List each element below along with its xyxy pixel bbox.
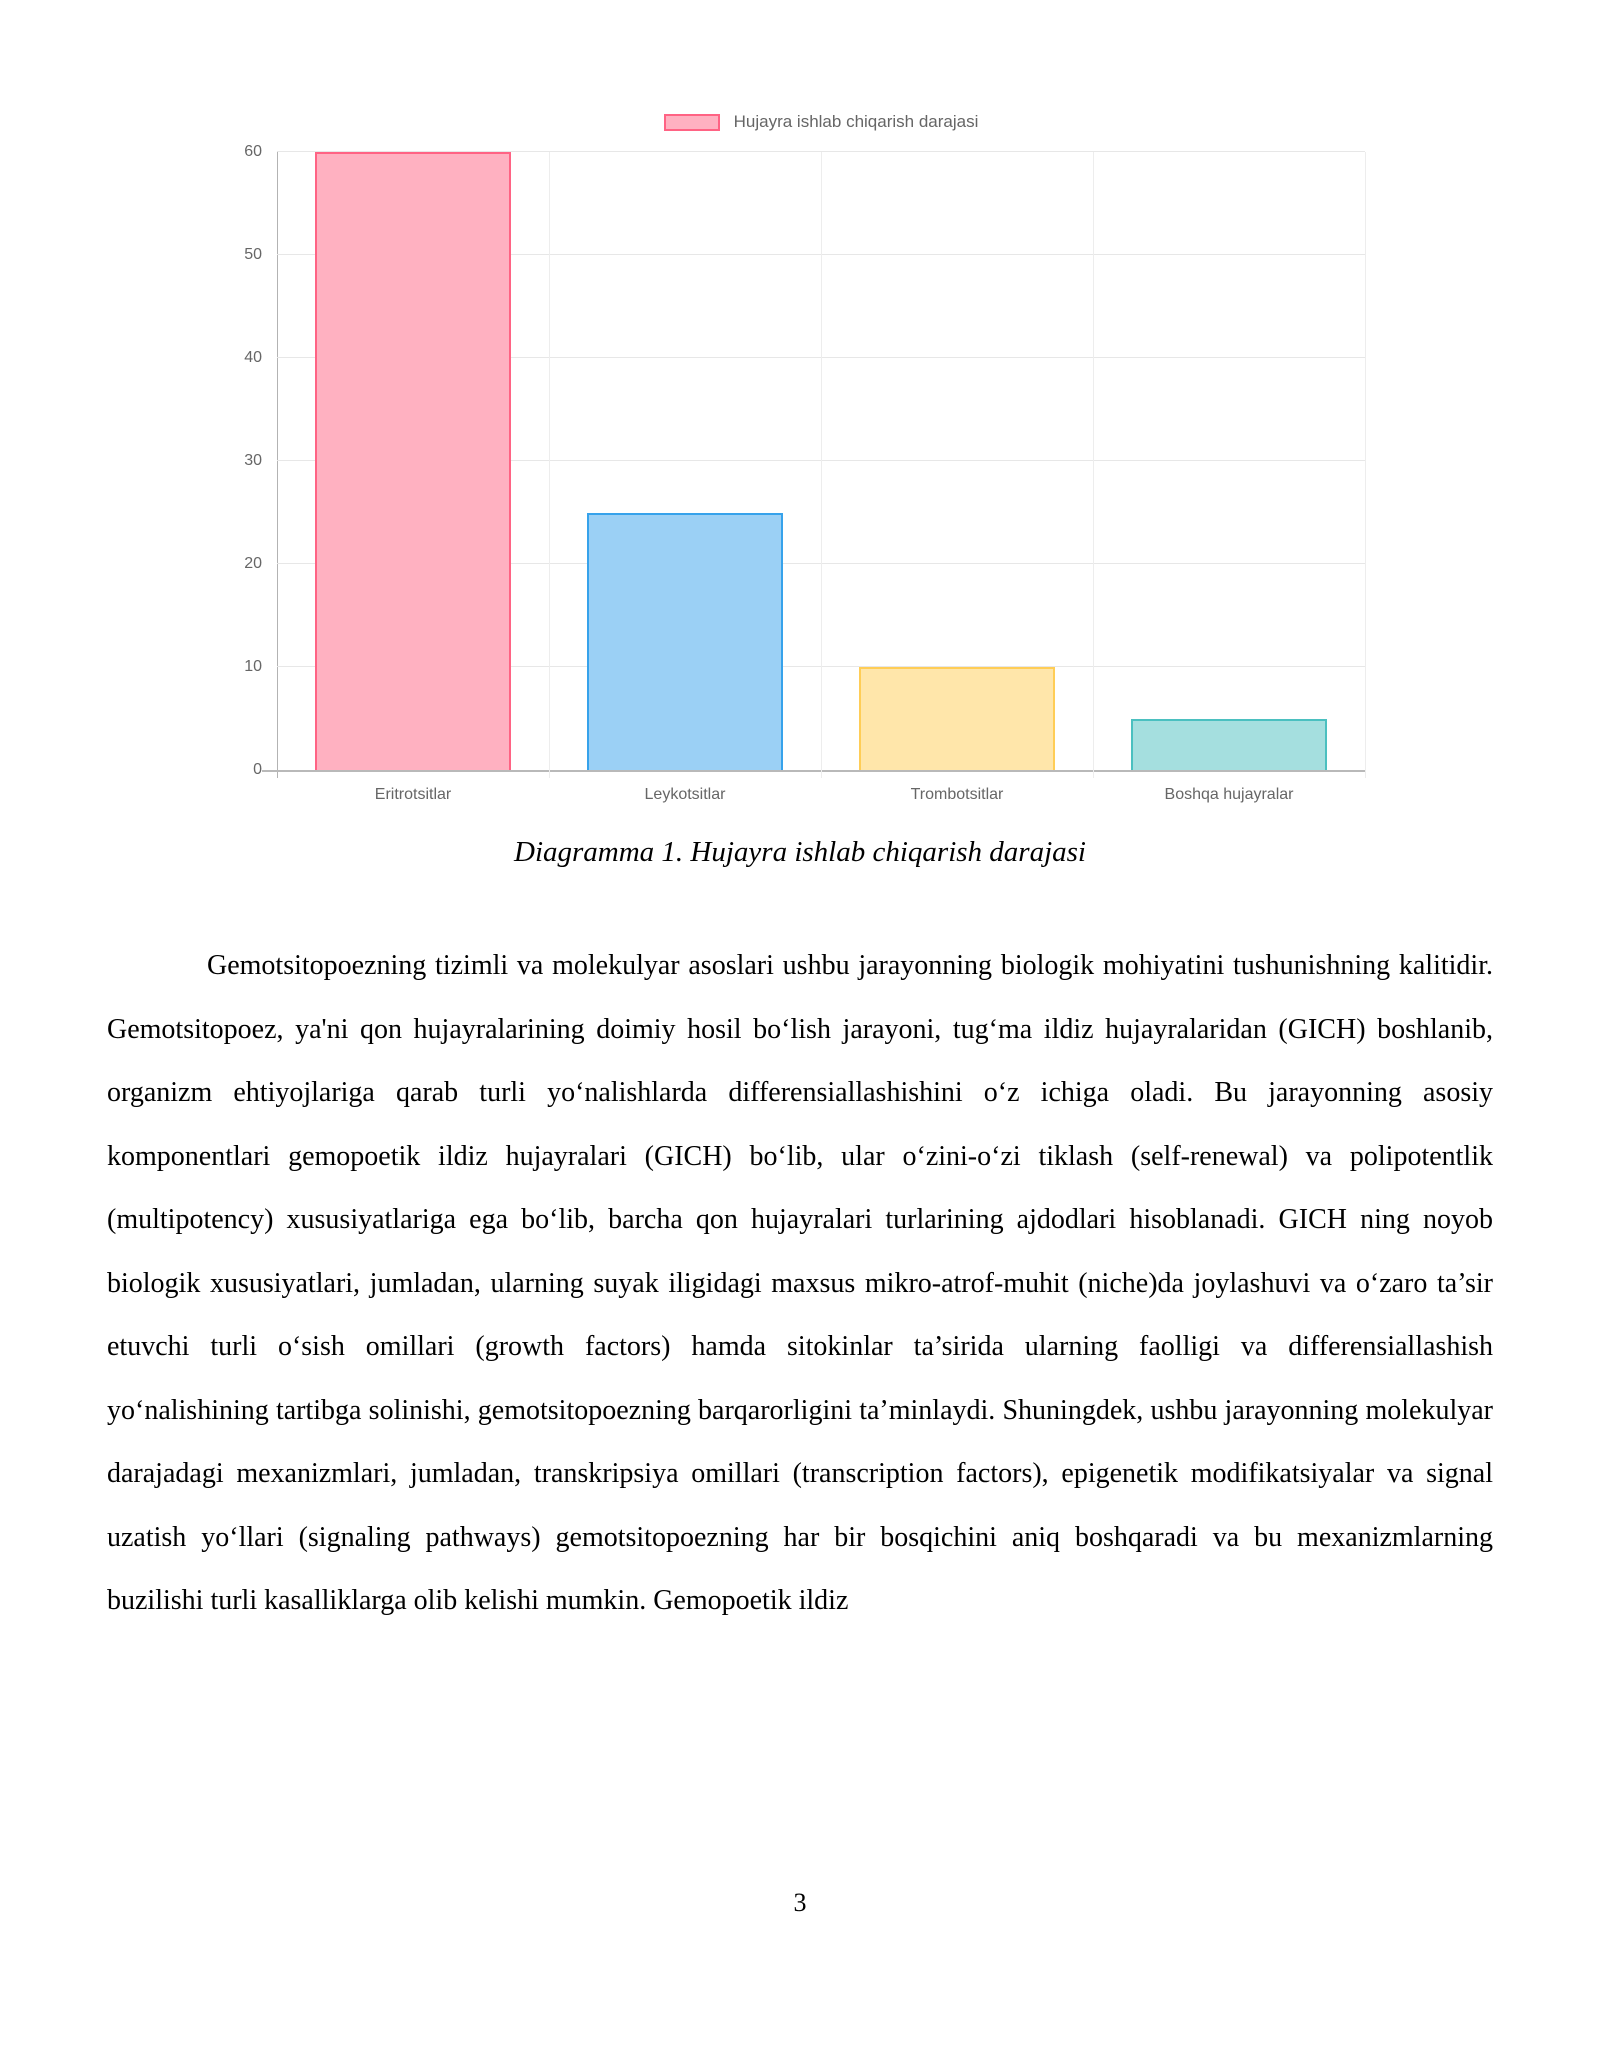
gridline-x-4 [1365,152,1366,778]
bar-boshqa-hujayralar [1131,719,1327,771]
figure-caption: Diagramma 1. Hujayra ishlab chiqarish darajasi [514,836,1086,868]
legend-swatch-icon [664,114,720,131]
x-axis-line [262,770,1365,772]
y-tick-label-50: 50 [244,246,262,263]
y-tick-label-10: 10 [244,658,262,675]
y-tick-label-60: 60 [244,143,262,160]
page-number: 3 [793,1888,807,1917]
chart-legend [277,112,1365,132]
bar-eritrotsitlar [315,152,511,770]
legend-label: Hujayra ishlab chiqarish darajasi [733,112,979,131]
gridline-x-2 [821,152,822,778]
x-tick-label-boshqa-hujayralar: Boshqa hujayralar [1164,786,1294,803]
figure-chart [0,0,1600,830]
bar-leykotsitlar [587,513,783,771]
y-tick-label-20: 20 [244,555,262,572]
chart-plot [277,152,1365,770]
gridline-x-3 [1093,152,1094,778]
y-tick-label-30: 30 [244,452,262,469]
x-tick-label-eritrotsitlar: Eritrotsitlar [374,786,452,803]
y-tick-label-0: 0 [253,761,262,778]
y-tick-label-40: 40 [244,349,262,366]
gridline-x-1 [549,152,550,778]
bar-trombotsitlar [859,667,1055,770]
body-paragraph: Gemotsitopoezning tizimli va molekulyar asoslari ushbu jarayonning biologik mohiyatini tushunishning kalitidir. Gemotsitopoez, ya'ni qon hujayralarining doimiy hosil bo‘lish jarayoni, tug‘ma ildiz hujayralaridan (GICH) boshlanib, organizm ehtiyojlariga qarab turli yo‘nalishlarda differensiallashishini o‘z ichiga oladi. Bu jarayonning asosiy komponentlari gemopoetik ildiz hujayralari (GICH) bo‘lib, ular o‘zini-o‘zi tiklash (self-renewal) va polipotentlik (multipotency) xususiyatlariga ega bo‘lib, barcha qon hujayralari turlarining ajdodlari hisoblanadi. GICH ning noyob biologik xususiyatlari, jumladan, ularning suyak iligidagi maxsus mikro-atrof-muhit (niche)da joylashuvi va o‘zaro ta’sir etuvchi turli o‘sish omillari (growth factors) hamda sitokinlar ta’sirida ularning faolligi va differensiallashish yo‘nalishining tartibga solinishi, gemotsitopoezning barqarorligini ta’minlaydi. Shuningdek, ushbu jarayonning molekulyar darajadagi mexanizmlari, jumladan, transkripsiya omillari (transcription factors), epigenetik modifikatsiyalar va signal uzatish yo‘llari (signaling pathways) gemotsitopoezning har bir bosqichini aniq boshqaradi va bu mexanizmlarning buzilishi turli kasalliklarga olib kelishi mumkin. Gemopoetik ildiz [107,950,1493,1616]
x-tick-label-leykotsitlar: Leykotsitlar [644,786,726,803]
x-tick-label-trombotsitlar: Trombotsitlar [910,786,1004,803]
